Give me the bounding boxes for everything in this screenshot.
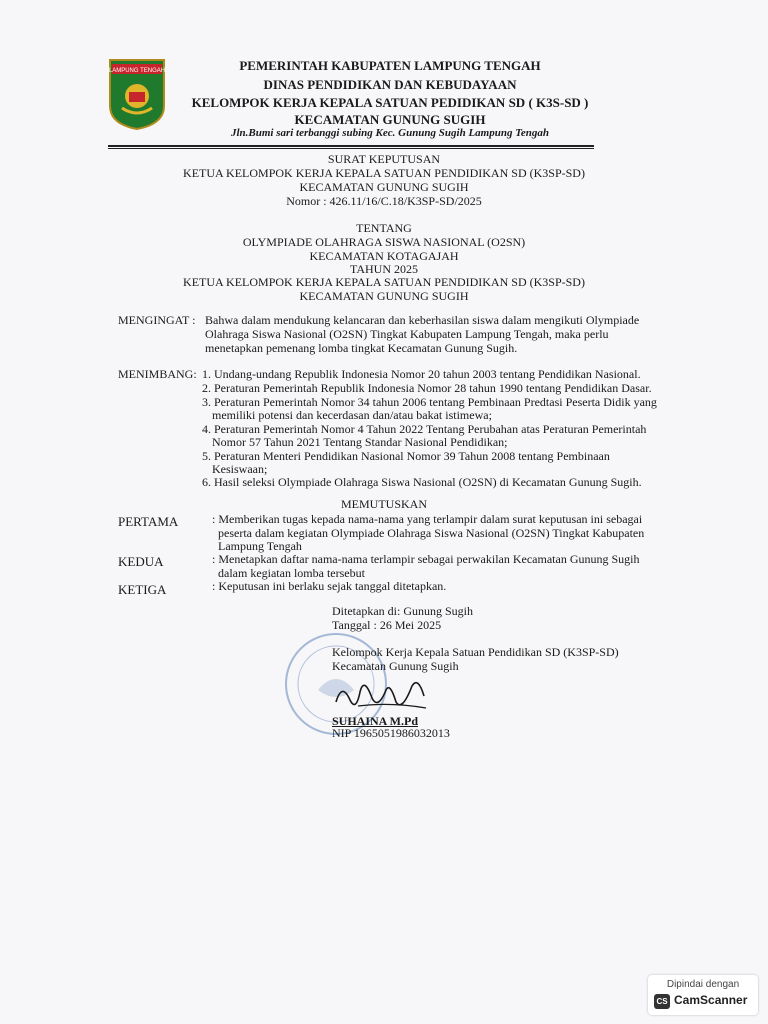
header-line-3: KELOMPOK KERJA KEPALA SATUAN PEDIDIKAN SD ( K3S-SD ): [191, 95, 589, 110]
about-line-3: KECAMATAN KOTAGAJAH: [309, 249, 459, 263]
ketiga-line: : Keputusan ini berlaku sejak tanggal ditetapkan.: [212, 579, 447, 593]
signature: [330, 672, 430, 714]
menimbang-item-cont: Kesiswaan;: [212, 462, 268, 476]
header-line-1: PEMERINTAH KABUPATEN LAMPUNG TENGAH: [239, 58, 541, 73]
camscanner-icon: CS: [654, 994, 670, 1009]
ditetapkan: Ditetapkan di: Gunung Sugih: [332, 604, 473, 618]
header-rule-thin: [108, 148, 594, 149]
header-line-2: DINAS PENDIDIKAN DAN KEBUDAYAAN: [263, 77, 517, 92]
menimbang-item: 3. Peraturan Pemerintah Nomor 34 tahun 2006 tentang Pembinaan Predtasi Peserta Didik yang: [202, 395, 657, 409]
signer-nip: NIP 1965051986032013: [332, 726, 450, 740]
regency-logo: [108, 58, 166, 130]
about-line-5: KETUA KELOMPOK KERJA KEPALA SATUAN PENDIDIKAN SD (K3SP-SD): [183, 275, 585, 289]
org-line-2: Kecamatan Gunung Sugih: [332, 659, 459, 673]
about-line-6: KECAMATAN GUNUNG SUGIH: [299, 289, 469, 303]
tanggal: Tanggal : 26 Mei 2025: [332, 618, 442, 632]
decree-number: Nomor : 426.11/16/C.18/K3SP-SD/2025: [286, 194, 482, 208]
header-address: Jln.Bumi sari terbanggi subing Kec. Gunung Sugih Lampung Tengah: [230, 127, 550, 139]
pertama-line: Lampung Tengah: [218, 539, 302, 553]
menimbang-item: 2. Peraturan Pemerintah Republik Indonesia Nomor 28 tahun 1990 tentang Pendidikan Dasar.: [202, 381, 652, 395]
menimbang-item: 1. Undang-undang Republik Indonesia Nomor 20 tahun 2003 tentang Pendidikan Nasional.: [202, 367, 641, 381]
title-line-2: KETUA KELOMPOK KERJA KEPALA SATUAN PENDIDIKAN SD (K3SP-SD): [183, 166, 585, 180]
about-line-1: TENTANG: [356, 221, 412, 235]
header-line-4: KECAMATAN GUNUNG SUGIH: [294, 112, 486, 127]
kedua-line: dalam kegiatan lomba tersebut: [218, 566, 365, 580]
menimbang-label: MENIMBANG:: [118, 367, 197, 381]
kedua-line: : Menetapkan daftar nama-nama terlampir sebagai perwakilan Kecamatan Gunung Sugih: [212, 552, 640, 566]
menimbang-item-cont: memiliki potensi dan kecerdasan dan/atau bakat istimewa;: [212, 408, 492, 422]
kedua-label: KEDUA: [118, 554, 164, 569]
scanner-brand: CamScanner: [674, 993, 748, 1007]
ketiga-label: KETIGA: [118, 582, 167, 597]
about-line-2: OLYMPIADE OLAHRAGA SISWA NASIONAL (O2SN): [242, 235, 526, 249]
title-line-3: KECAMATAN GUNUNG SUGIH: [299, 180, 469, 194]
memutuskan-heading: MEMUTUSKAN: [340, 497, 427, 511]
mengingat-line: Olahraga Siswa Nasional (O2SN) Tingkat Kabupaten Lampung Tengah, maka perlu: [205, 327, 609, 341]
menimbang-item-cont: Nomor 57 Tahun 2021 Tentang Standar Nasional Pendidikan;: [212, 435, 508, 449]
scanner-caption: Dipindai dengan: [666, 979, 740, 990]
about-line-4: TAHUN 2025: [349, 262, 419, 276]
mengingat-label: MENGINGAT :: [118, 313, 196, 327]
pertama-line: peserta dalam kegiatan Olympiade Olahraga Siswa Nasional (O2SN) Tingkat Kabupaten: [218, 526, 645, 540]
menimbang-item: 6. Hasil seleksi Olympiade Olahraga Siswa Nasional (O2SN) di Kecamatan Gunung Sugih.: [202, 475, 642, 489]
title-line-1: SURAT KEPUTUSAN: [327, 152, 441, 166]
pertama-label: PERTAMA: [118, 514, 179, 529]
org-line-1: Kelompok Kerja Kepala Satuan Pendidikan SD (K3SP-SD): [332, 645, 619, 659]
logo-lettering: LAMPUNG TENGAH: [108, 68, 166, 74]
camscanner-watermark: [648, 975, 758, 1015]
header-rule: [108, 145, 594, 147]
menimbang-item: 5. Peraturan Menteri Pendidikan Nasional Nomor 39 Tahun 2008 tentang Pembinaan: [202, 449, 610, 463]
pertama-line: : Memberikan tugas kepada nama-nama yang terlampir dalam surat keputusan ini sebagai: [212, 512, 643, 526]
mengingat-line: menetapkan pemenang lomba tingkat Kecamatan Gunung Sugih.: [205, 341, 518, 355]
menimbang-item: 4. Peraturan Pemerintah Nomor 4 Tahun 2022 Tentang Perubahan atas Peraturan Pemerintah: [202, 422, 647, 436]
signer-name: SUHAINA M.Pd: [332, 714, 419, 728]
mengingat-line: Bahwa dalam mendukung kelancaran dan keberhasilan siswa dalam mengikuti Olympiade: [205, 313, 640, 327]
